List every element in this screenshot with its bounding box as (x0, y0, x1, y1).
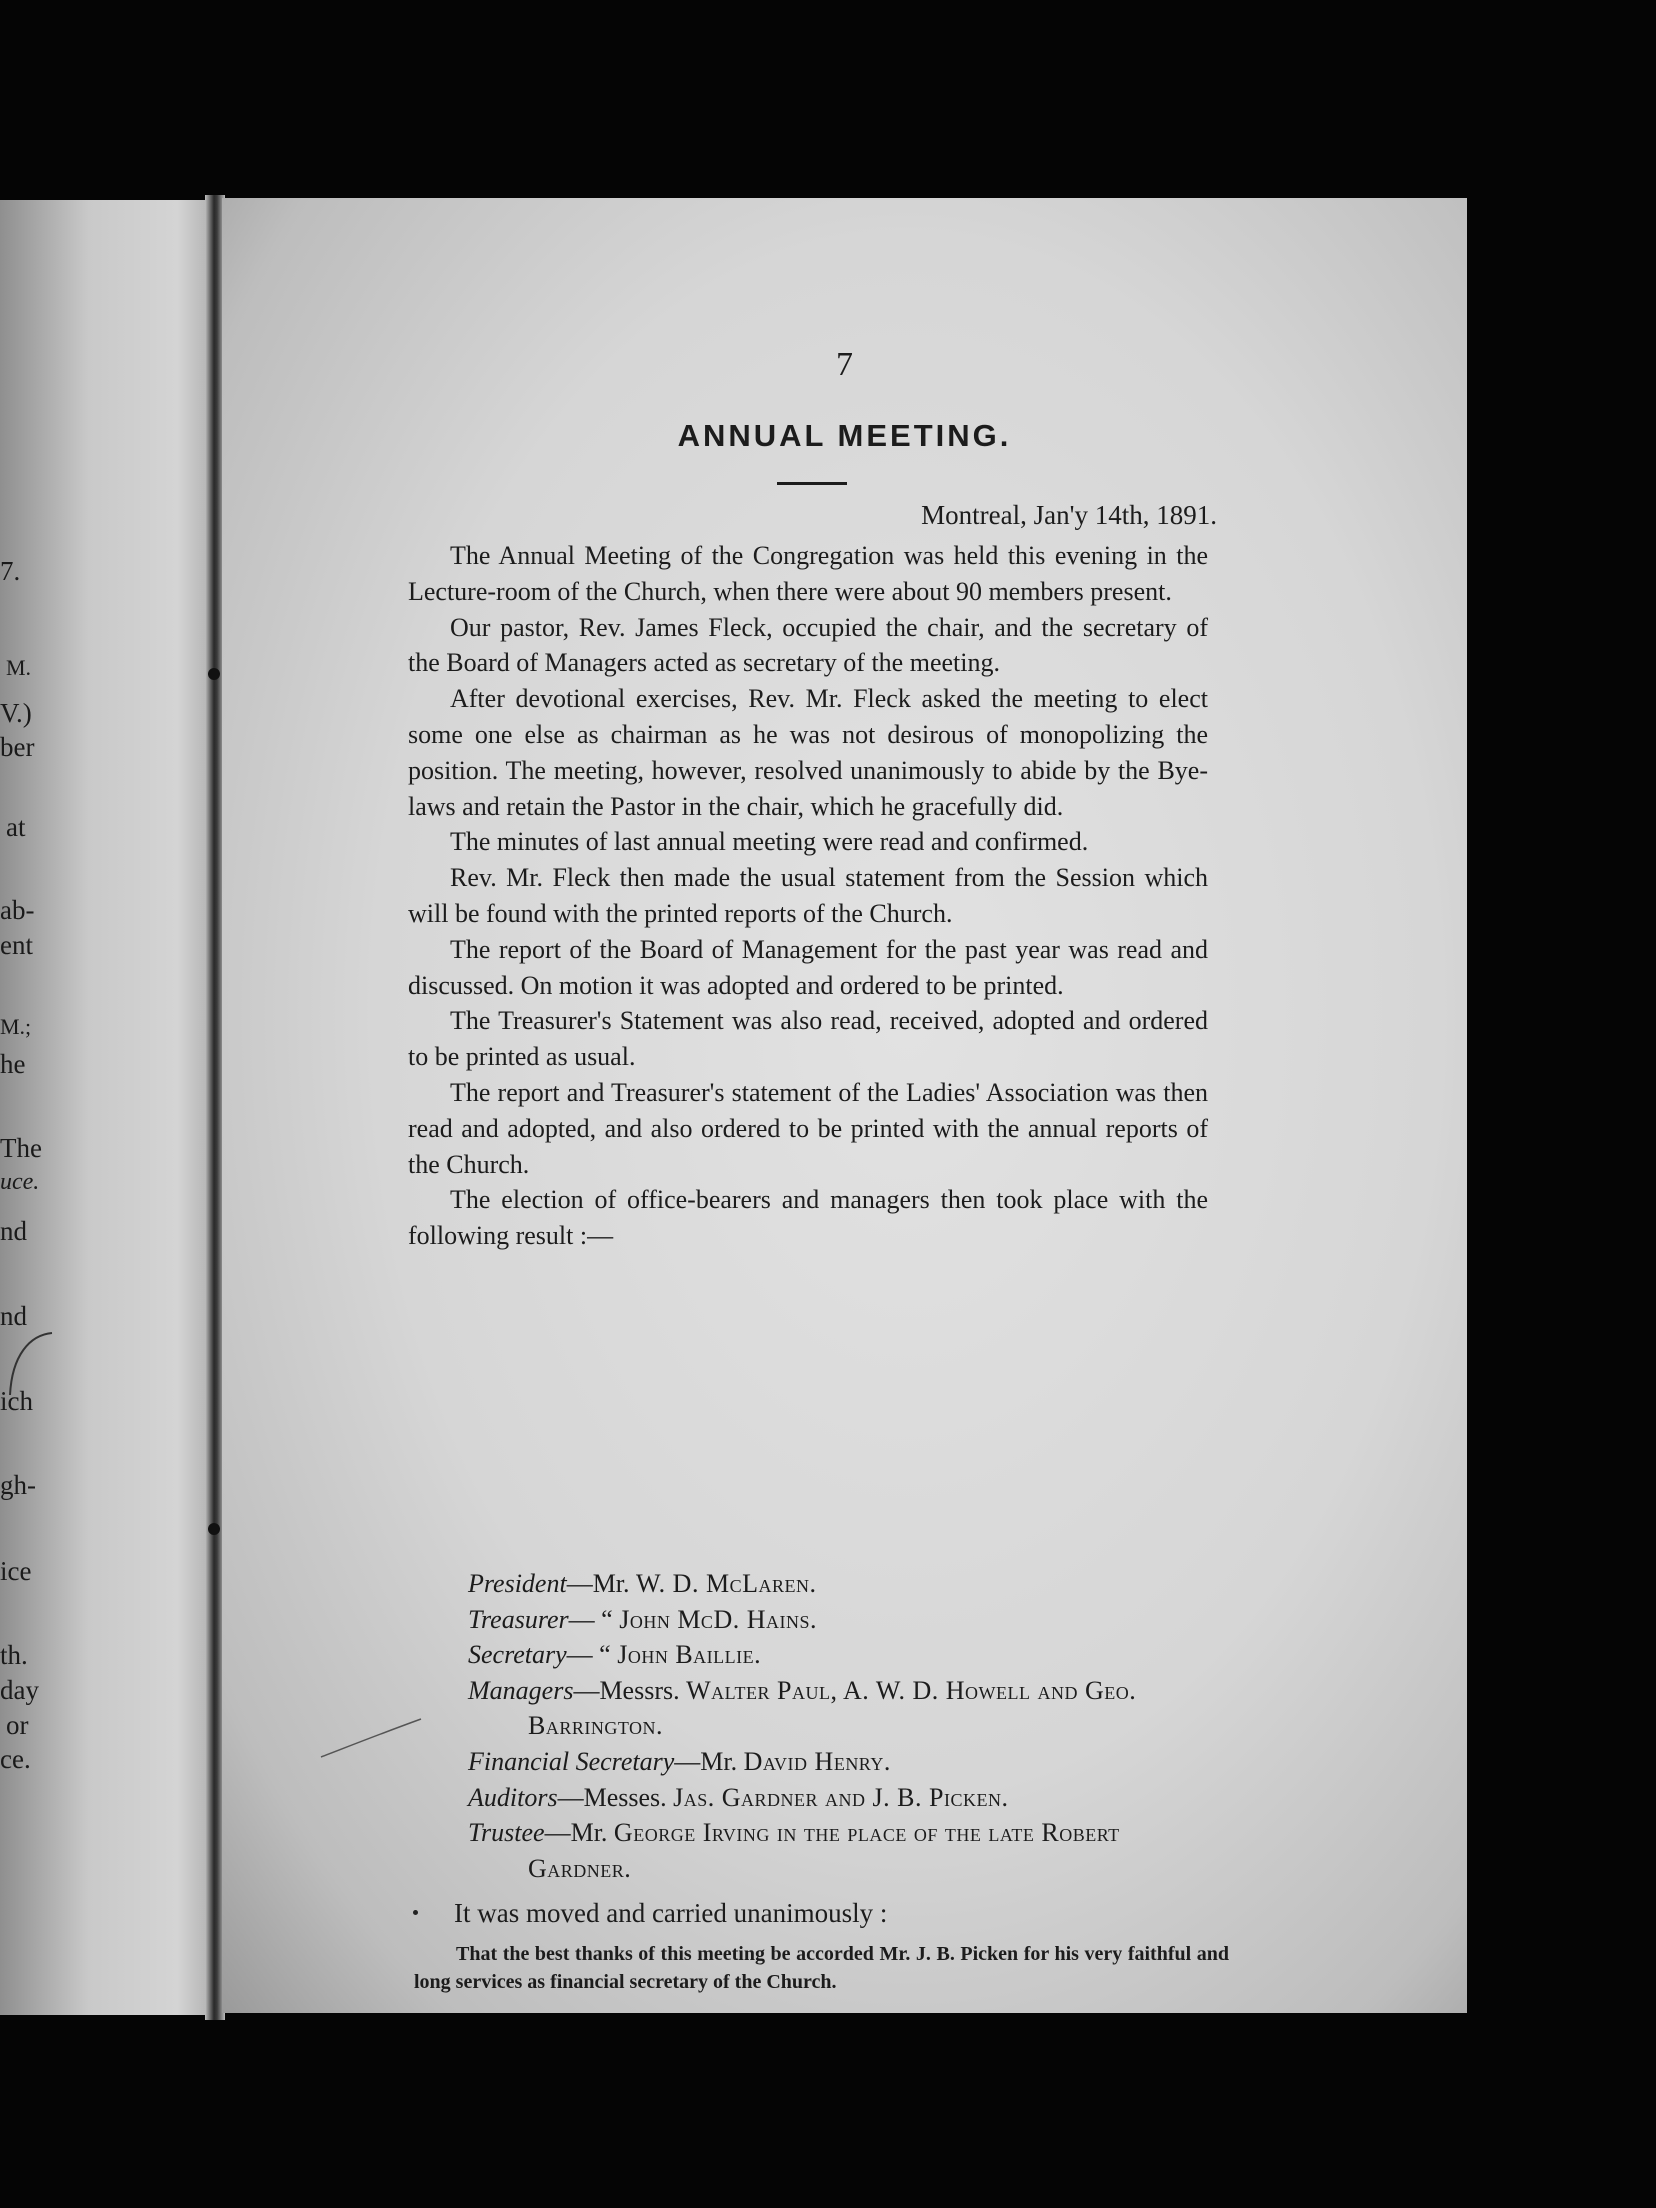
left-page-edge (0, 200, 222, 2015)
officer-row (468, 1744, 1228, 1780)
paragraph: The election of office-bearers and managers then took place with the following result :— (408, 1185, 1208, 1251)
officer-name: John Baillie. (617, 1640, 762, 1670)
paragraph: Our pastor, Rev. James Fleck, occupied the chair, and the secretary of the Board of Managers acted as secretary of the meeting. (408, 612, 1208, 678)
officer-row (468, 1637, 1228, 1673)
officer-name: John McD. Hains. (619, 1604, 817, 1634)
officer-role: Financial Secretary (468, 1746, 675, 1776)
left-fragment: or (6, 1710, 29, 1740)
left-fragment: ice (0, 1556, 32, 1586)
left-fragment: nd (0, 1301, 27, 1331)
left-fragment: ab- (0, 895, 35, 925)
minutes-body (408, 538, 1208, 1254)
officer-row (468, 1673, 1228, 1744)
binding-stitch (208, 668, 220, 680)
left-fragment: ich (0, 1386, 33, 1416)
left-fragment: ber (0, 732, 35, 762)
officer-name: David Henry. (743, 1746, 891, 1776)
officer-name: George Irving in the place of the late Robert Gardner. (528, 1818, 1120, 1883)
officer-row (468, 1780, 1228, 1816)
paragraph: Rev. Mr. Fleck then made the usual statement from the Session which will be found with the printed reports of the Church. (408, 863, 1208, 928)
pencil-stroke-icon (317, 1713, 427, 1763)
page-number: 7 (836, 346, 853, 383)
officer-row (468, 1815, 1228, 1886)
paragraph: The minutes of last annual meeting were read and confirmed. (450, 827, 1089, 857)
left-fragment: 7. (0, 556, 21, 586)
left-fragment: V.) (0, 698, 32, 728)
document-page (222, 198, 1467, 2013)
officer-separator: —Mr. (544, 1818, 614, 1848)
left-fragment: ent (0, 930, 33, 960)
dateline: Montreal, Jan'y 14th, 1891. (921, 500, 1217, 530)
paragraph: The Treasurer's Statement was also read, received, adopted and ordered to be printed as usual. (408, 1006, 1208, 1072)
left-fragment: The (0, 1133, 42, 1163)
left-fragment: M.; (0, 1014, 32, 1039)
left-fragment: he (0, 1049, 26, 1079)
paragraph: The Annual Meeting of the Congregation was held this evening in the Lecture-room of the Church, when there were about 90 members present. (408, 541, 1208, 606)
officer-role: Trustee (468, 1818, 545, 1848)
left-fragment: uce. (0, 1169, 40, 1195)
officer-separator: — “ (566, 1640, 618, 1670)
resolution-text (414, 1940, 1229, 1996)
left-fragment: th. (0, 1640, 28, 1670)
motion-intro: It was moved and carried unanimously : (454, 1898, 888, 1928)
left-fragment: nd (0, 1216, 27, 1246)
officer-separator: —Mr. (566, 1569, 637, 1598)
left-fragment: M. (6, 655, 32, 680)
officer-list (468, 1566, 1228, 1886)
officer-separator: — “ (568, 1604, 620, 1634)
officer-role: Treasurer (468, 1604, 569, 1634)
officer-role: Managers (468, 1675, 574, 1705)
officer-row (468, 1566, 1228, 1602)
paragraph: The report and Treasurer's statement of the Ladies' Association was then read and adopted, and also ordered to be printed with the annual reports of the Church. (408, 1077, 1208, 1179)
officer-separator: —Messes. (557, 1782, 674, 1812)
officer-name: W. D. McLaren. (636, 1569, 817, 1598)
officer-role: Auditors (468, 1782, 558, 1812)
officer-row (468, 1602, 1228, 1638)
officer-name: Walter Paul, A. W. D. Howell and Geo. Barrington. (528, 1675, 1137, 1741)
officer-role: Secretary (468, 1640, 567, 1670)
page-title: ANNUAL MEETING. (677, 418, 1012, 453)
title-rule (777, 482, 847, 485)
pencil-mark-icon (0, 1325, 60, 1405)
left-fragment: day (0, 1675, 39, 1705)
resolution-paragraph: That the best thanks of this meeting be accorded Mr. J. B. Picken for his very faithful and long services as financial secretary of the Church. (414, 1943, 1229, 1993)
paragraph: The report of the Board of Management for the past year was read and discussed. On motion it was adopted and ordered to be printed. (408, 934, 1208, 1000)
binding-stitch (208, 1523, 220, 1535)
left-fragment: ce. (0, 1744, 31, 1774)
officer-role: President (468, 1569, 567, 1598)
officer-separator: —Mr. (674, 1746, 744, 1776)
left-fragment: gh- (0, 1470, 36, 1500)
officer-separator: —Messrs. (573, 1675, 687, 1705)
paragraph: After devotional exercises, Rev. Mr. Fleck asked the meeting to elect some one else as chairman as he was not desirous of monopolizing the position. The meeting, however, resolved unanimously to abide by the Bye-laws and retain the Pastor in the chair, which he gracefully did. (408, 684, 1208, 821)
left-fragment: at (6, 812, 26, 842)
officer-name: Jas. Gardner and J. B. Picken. (673, 1782, 1009, 1812)
bullet-dot (413, 1910, 418, 1915)
